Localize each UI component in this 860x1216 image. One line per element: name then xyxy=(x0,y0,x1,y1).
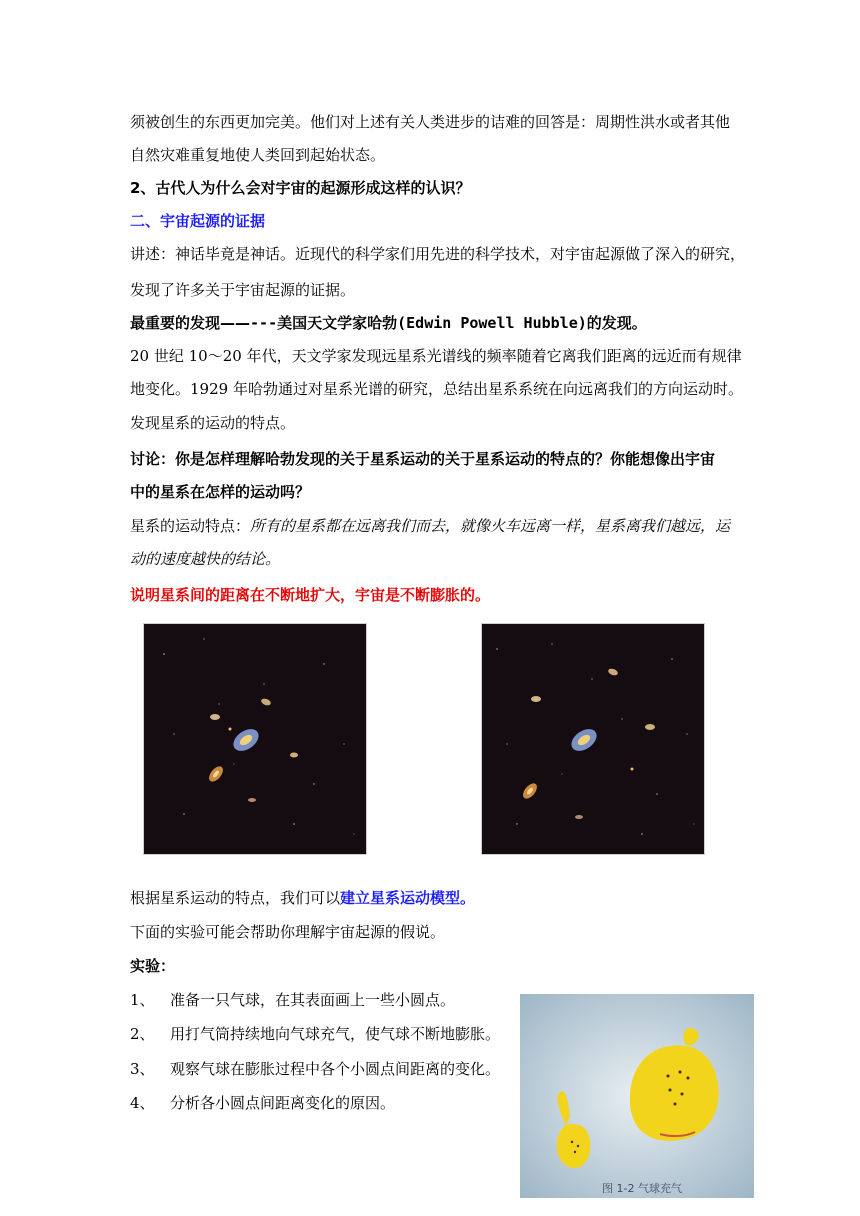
motion-line: 动的速度越快的结论。 xyxy=(130,550,281,568)
paragraph-line: 20 世纪 10～20 年代，天文学家发现远星系光谱线的频率随着它离我们距离的远近而有规律 xyxy=(130,347,742,365)
list-item xyxy=(130,1093,395,1113)
motion-line xyxy=(130,516,730,536)
balloon-caption: 图 1-2 气球充气 xyxy=(602,1182,682,1195)
galaxy-field-right xyxy=(482,624,704,854)
model-link[interactable]: 建立星系运动模型。 xyxy=(340,889,476,907)
step-text: 分析各小圆点间距离变化的原因。 xyxy=(170,1094,396,1112)
paragraph-line: 讲述：神话毕竟是神话。近现代的科学家们用先进的科学技术，对宇宙起源做了深入的研究， xyxy=(130,245,746,263)
list-item xyxy=(130,1024,500,1044)
paragraph-line: 须被创生的东西更加完美。他们对上述有关人类进步的诘难的回答是：周期性洪水或者其他 xyxy=(130,113,731,131)
galaxy-field-left xyxy=(144,624,366,854)
section-title: 二、宇宙起源的证据 xyxy=(130,212,266,230)
discussion-line: 讨论：你是怎样理解哈勃发现的关于星系运动的关于星系运动的特点的？你能想像出宇宙 xyxy=(130,450,716,468)
step-number: 2、 xyxy=(130,1025,155,1043)
balloon-photo xyxy=(520,994,754,1198)
list-item xyxy=(130,990,455,1010)
experiment-title: 实验： xyxy=(130,957,176,975)
model-line xyxy=(130,888,475,908)
paragraph-line: 发现了许多关于宇宙起源的证据。 xyxy=(130,281,356,299)
hubble-mid: 美国天文学家哈勃 xyxy=(277,314,398,332)
motion-text: 所有的星系都在远离我们而去，就像火车远离一样，星系离我们越远，运 xyxy=(250,517,731,535)
galaxy-photo-left xyxy=(143,623,367,855)
question-heading: 2、古代人为什么会对宇宙的起源形成这样的认识？ xyxy=(130,179,471,197)
hubble-suffix: 的发现。 xyxy=(586,314,647,332)
list-item xyxy=(130,1059,500,1079)
step-number: 3、 xyxy=(130,1060,155,1078)
model-prefix: 根据星系运动的特点，我们可以 xyxy=(130,889,341,907)
paragraph-line: 地变化。1929 年哈勃通过对星系光谱的研究，总结出星系系统在向远离我们的方向运动时。 xyxy=(130,380,743,398)
experiment-intro: 下面的实验可能会帮助你理解宇宙起源的假说。 xyxy=(130,923,446,941)
galaxy-photo-right xyxy=(481,623,705,855)
step-number: 4、 xyxy=(130,1094,155,1112)
step-text: 观察气球在膨胀过程中各个小圆点间距离的变化。 xyxy=(170,1060,501,1078)
step-text: 用打气筒持续地向气球充气，使气球不断地膨胀。 xyxy=(170,1025,501,1043)
discussion-line: 中的星系在怎样的运动吗？ xyxy=(130,483,311,501)
balloon-illustration xyxy=(520,994,754,1198)
hubble-prefix: 最重要的发现—— xyxy=(130,314,251,332)
hubble-name: (Edwin Powell Hubble) xyxy=(397,314,587,332)
motion-label: 星系的运动特点： xyxy=(130,517,251,535)
step-text: 准备一只气球，在其表面画上一些小圆点。 xyxy=(170,991,456,1009)
hubble-line xyxy=(130,313,647,333)
paragraph-line: 发现星系的运动的特点。 xyxy=(130,414,296,432)
step-number: 1、 xyxy=(130,991,155,1009)
hubble-dash: --- xyxy=(250,314,278,332)
paragraph-line: 自然灾难重复地使人类回到起始状态。 xyxy=(130,146,386,164)
red-conclusion: 说明星系间的距离在不断地扩大，宇宙是不断膨胀的。 xyxy=(130,586,491,604)
